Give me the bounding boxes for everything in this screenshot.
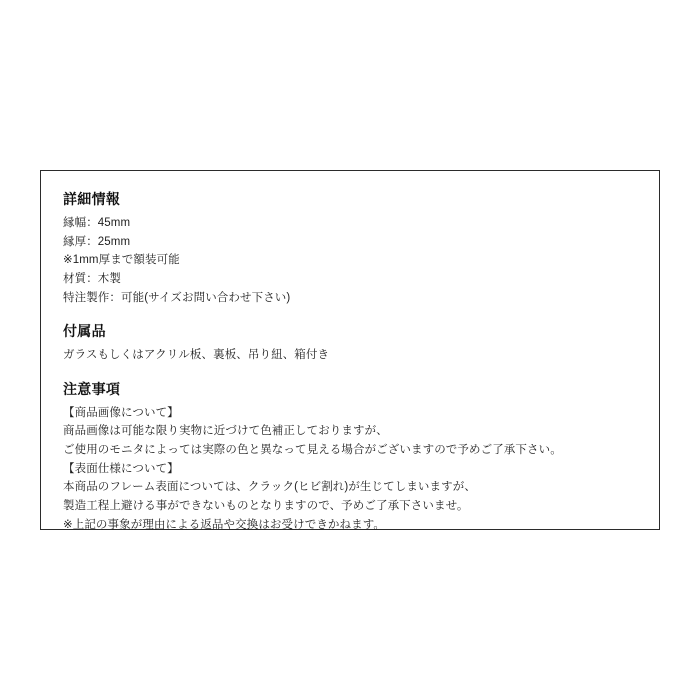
- section-lines-notices: [63, 404, 637, 534]
- section-title-details: 詳細情報: [63, 191, 121, 207]
- detail-line: ※1mm厚まで額装可能: [63, 254, 180, 267]
- detail-line: 縁厚：25mm: [63, 235, 131, 248]
- notice-line: ※上記の事象が理由による返品や交換はお受けできかねます。: [63, 518, 386, 531]
- detail-line: 材質：木製: [63, 272, 121, 285]
- section-notices: [63, 379, 637, 534]
- section-lines-details: [63, 214, 637, 307]
- notice-line: 本商品のフレーム表面については、クラック(ヒビ割れ)が生じてしまいますが、: [63, 481, 476, 494]
- section-accessories: [63, 321, 637, 365]
- notice-line: 【商品画像について】: [63, 406, 179, 419]
- section-title-notices: 注意事項: [63, 380, 121, 397]
- section-details: [63, 189, 637, 307]
- notice-line: 【表面仕様について】: [63, 462, 179, 475]
- detail-line: 縁幅：45mm: [63, 217, 131, 229]
- notice-line: ご使用のモニタによっては実際の色と異なって見える場合がございますので予めご了承下さい。: [63, 444, 562, 456]
- notice-line: 商品画像は可能な限り実物に近づけて色補正しておりますが、: [63, 425, 388, 438]
- detail-line: 特注製作：可能(サイズお問い合わせ下さい): [63, 291, 291, 304]
- accessory-line: ガラスもしくはアクリル板、裏板、吊り紐、箱付き: [63, 349, 330, 362]
- section-lines-accessories: [63, 346, 637, 365]
- product-info-card: [40, 170, 660, 530]
- notice-line: 製造工程上避ける事ができないものとなりますので、予めご了承下さいませ。: [63, 499, 469, 512]
- section-title-accessories: 付属品: [63, 323, 106, 340]
